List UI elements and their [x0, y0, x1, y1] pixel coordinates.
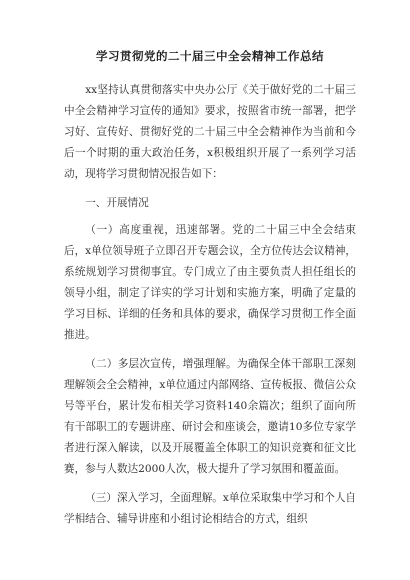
document-title: 学习贯彻党的二十届三中全会精神工作总结	[96, 49, 324, 63]
item-paragraph-1: （一）高度重视，迅速部署。党的二十届三中全会结束后，x单位领导班子立即召开专题会议，全方位传达会议精神，系统规划学习贯彻事宜。专门成立了由主要负责人担任组长的领导小组，制定了详实的学习计划和实施方案，明确了定量的学习目标、详细的任务和具体的要求，确保学习贯彻工作全面推进。	[64, 224, 357, 341]
item-paragraph-3: （三）深入学习，全面理解。x单位采取集中学习和个人自学相结合、辅导讲座和小组讨论相结合的方式，组织	[64, 492, 357, 525]
section-heading: 一、开展情况	[85, 197, 149, 209]
intro-paragraph: xx坚持认真贯彻落实中央办公厅《关于做好党的二十届三中全会精神学习宣传的通知》要求，按照省市统一部署，把学习好、宣传好、贯彻好党的二十届三中全会精神作为当前和今后一个时期的重大政治任务，x积极组织开展了一系列学习活动，现将学习贯彻情况报告如下：	[64, 84, 356, 180]
item-paragraph-2: （二）多层次宣传，增强理解。为确保全体干部职工深刻理解领会全会精神，x单位通过内部网络、宣传板报、微信公众号等平台，累计发布相关学习资料140余篇次；组织了面向所有干部职工的专题讲座、研讨会和座谈会，邀请10多位专家学者进行深入解读，以及开展覆盖全体职工的知识竞赛和征文比赛，参与人数达2000人次，极大提升了学习氛围和覆盖面。	[64, 358, 357, 475]
